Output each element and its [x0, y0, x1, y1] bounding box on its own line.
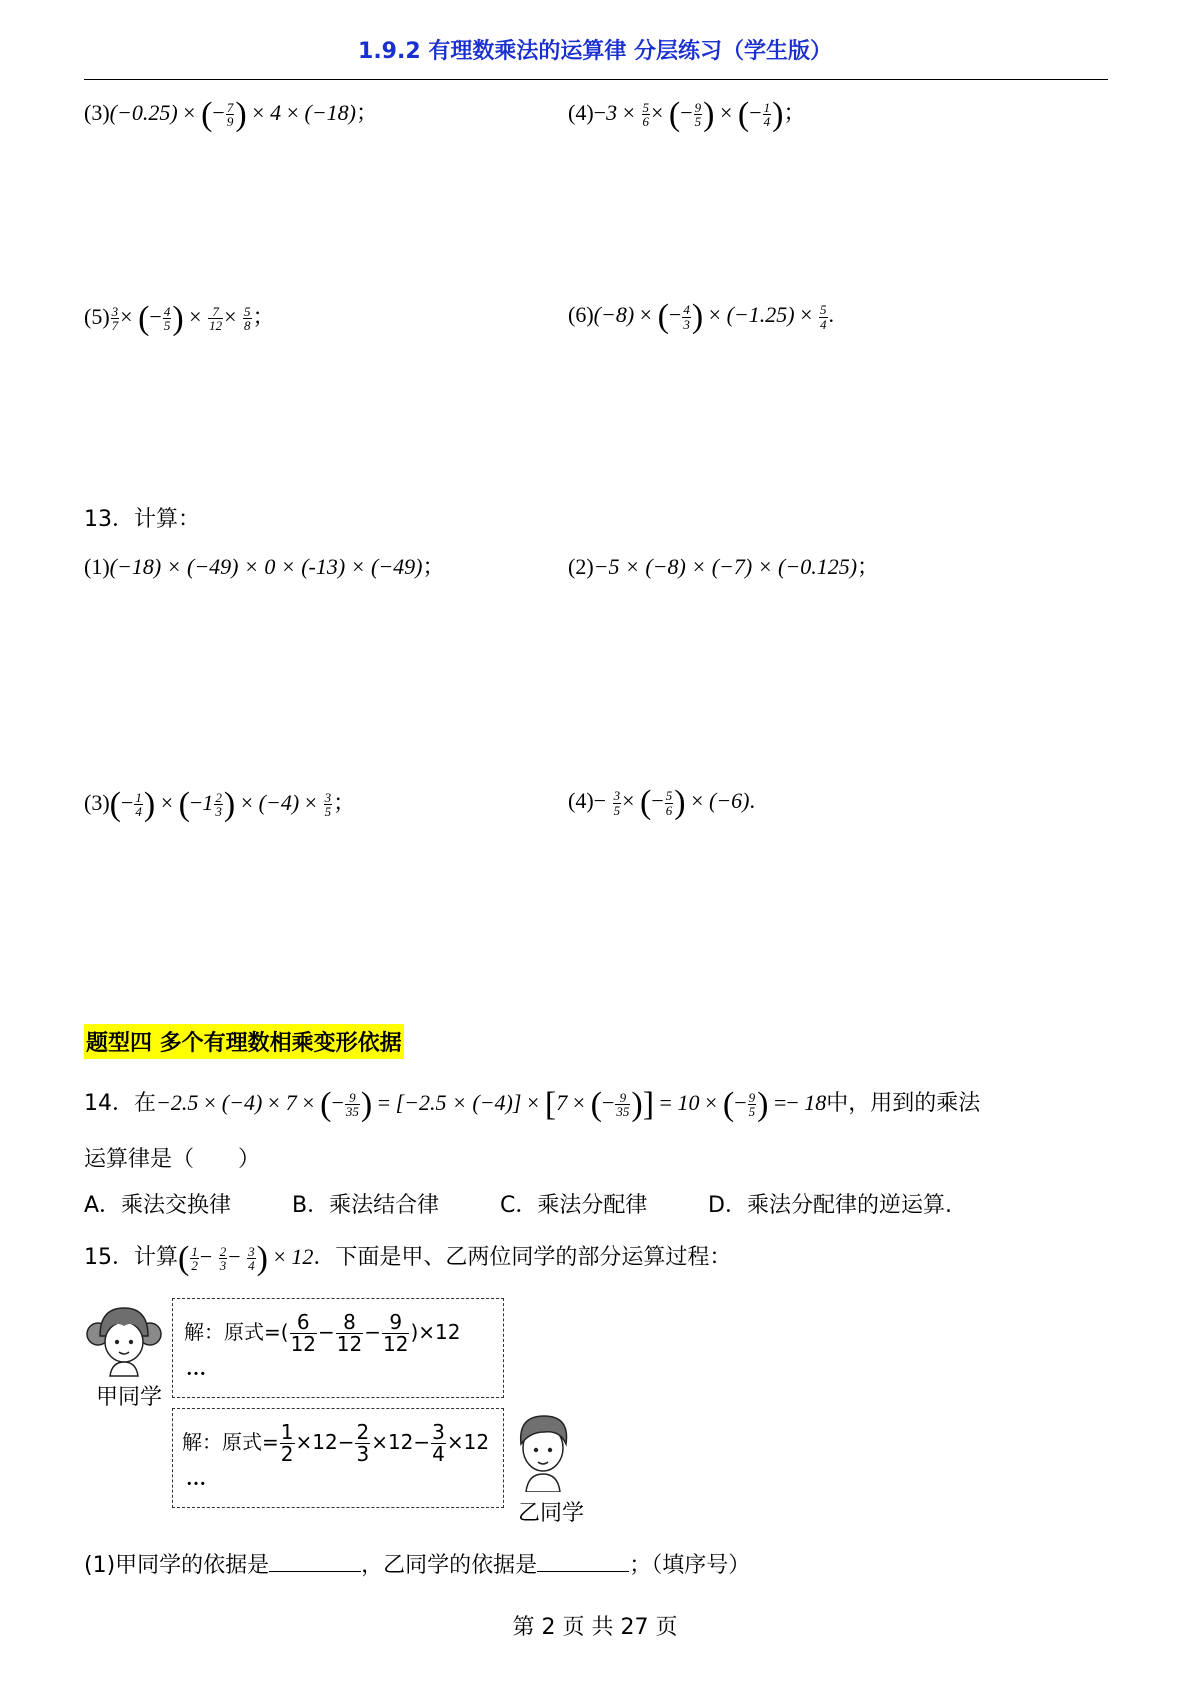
q14-option-d: D．乘法分配律的逆运算. [708, 1193, 952, 1218]
q12-part3: (3)(−0.25) × (− $\frac{7}{9}$ ) × 4 × (−18)； [84, 95, 379, 133]
q13-part3-label: (3) [84, 790, 110, 815]
q13-part2-tail: ； [857, 555, 880, 580]
yi-solution-prefix: 解：原式= [182, 1430, 279, 1454]
section-title: 题型四 多个有理数相乘变形依据 [84, 1024, 404, 1059]
q14-line2: 运算律是（ ） [84, 1147, 261, 1172]
q15-sub1-text3: ；（填序号） [629, 1553, 751, 1578]
jia-solution-prefix: 解：原式=( [184, 1320, 289, 1344]
yi-solution-line: 解：原式= $\frac{1}{2}$ ×12− $\frac{2}{3}$ ×12− $\frac{3}{4}$ ×12 [182, 1420, 490, 1466]
q14-option-a: A．乘法交换律 [84, 1193, 232, 1218]
q12-part6-label: (6) [568, 302, 594, 328]
q14-option-c: C．乘法分配律 [500, 1193, 648, 1218]
q13-part4-label: (4) [568, 788, 594, 814]
q12-part4-label: (4) [568, 100, 594, 125]
q14-suffix: 中，用到的乘法 [826, 1091, 981, 1116]
page-footer: 第 2 页 共 27 页 [512, 1615, 678, 1640]
q13-part1-tail: ； [422, 555, 445, 580]
q13-part2-expr: −5 × (−8) × (−7) × (−0.125) [593, 554, 858, 579]
header-divider [84, 79, 1108, 80]
jia-student-name: 甲同学 [96, 1385, 163, 1410]
jia-solution-suffix: )×12 [410, 1320, 461, 1344]
jia-solution-ellipsis: … [186, 1358, 206, 1380]
q12-part5-label: (5) [84, 304, 110, 329]
boy-student-avatar [508, 1410, 578, 1492]
jia-solution-line: 解：原式=( $\frac{6}{12}$ − $\frac{8}{12}$ − $\frac{9}{12}$ )×12 [184, 1310, 461, 1356]
q13-part1 [84, 550, 445, 581]
q13-part1-label: (1) [84, 554, 110, 579]
q12-part6-tail: . [828, 302, 834, 328]
q13-part3: (3)(− $\frac{1}{4}$ ) × (−1 $\frac{2}{3}$ ) × (−4) × $\frac{3}{5}$ ； [84, 785, 356, 823]
q15-number: 15．计算 [84, 1245, 178, 1270]
q12-part5: (5) $\frac{3}{7}$ × (− $\frac{4}{5}$ ) × $\frac{7}{12}$ × $\frac{5}{8}$ ； [84, 299, 275, 337]
q14-stem: 14．在−2.5 × (−4) × 7 × (− $\frac{9}{35}$ ) = [−2.5 × (−4)] × [7 × (− $\frac{9}{35}$ )] = 10 × (− $\frac{9}{5}$ ) =− 18中，用到的乘法 [84, 1085, 981, 1123]
q12-part6: (6)(−8) × (− $\frac{4}{3}$ ) × (−1.25) × $\frac{5}{4}$ . [568, 298, 834, 335]
q12-part3-label: (3) [84, 100, 110, 125]
q15-sub1 [84, 1548, 750, 1579]
q15-sub1-blank2[interactable] [537, 1553, 629, 1572]
q13-part2 [568, 550, 879, 581]
q12-part3-tail: ； [356, 101, 379, 126]
girl-student-avatar [84, 1302, 164, 1378]
q13-part3-tail: ； [333, 791, 356, 816]
q15-sub1-text2: ，乙同学的依据是 [361, 1553, 538, 1578]
q12-part5-tail: ； [252, 305, 275, 330]
yi-student-name: 乙同学 [518, 1501, 585, 1526]
q15-stem: 15．计算( $\frac{1}{2}$ − $\frac{2}{3}$ − $\frac{3}{4}$ ) × 12．下面是甲、乙两位同学的部分运算过程： [84, 1239, 732, 1277]
q15-sub1-text1: (1)甲同学的依据是 [84, 1553, 270, 1578]
q13-title: 13．计算： [84, 507, 200, 532]
q13-part4-tail: . [749, 788, 755, 814]
q12-part4-tail: ； [783, 101, 806, 126]
page-header-title: 1.9.2 有理数乘法的运算律 分层练习（学生版） [358, 39, 832, 64]
q13-part4: (4)− $\frac{3}{5}$ × (− $\frac{5}{6}$ ) × (−6). [568, 784, 755, 821]
q13-part1-expr: (−18) × (−49) × 0 × (-13) × (−49) [109, 554, 423, 579]
q15-sub1-blank1[interactable] [269, 1553, 361, 1572]
q15-suffix: ．下面是甲、乙两位同学的部分运算过程： [313, 1245, 732, 1270]
yi-solution-ellipsis: … [186, 1468, 206, 1490]
q14-option-b: B．乘法结合律 [292, 1193, 440, 1218]
q14-number: 14．在 [84, 1091, 156, 1116]
q12-part4: (4)−3 × $\frac{5}{6}$ × (− $\frac{9}{5}$ ) × (− $\frac{1}{4}$ )； [568, 95, 806, 133]
q13-part2-label: (2) [568, 554, 594, 579]
